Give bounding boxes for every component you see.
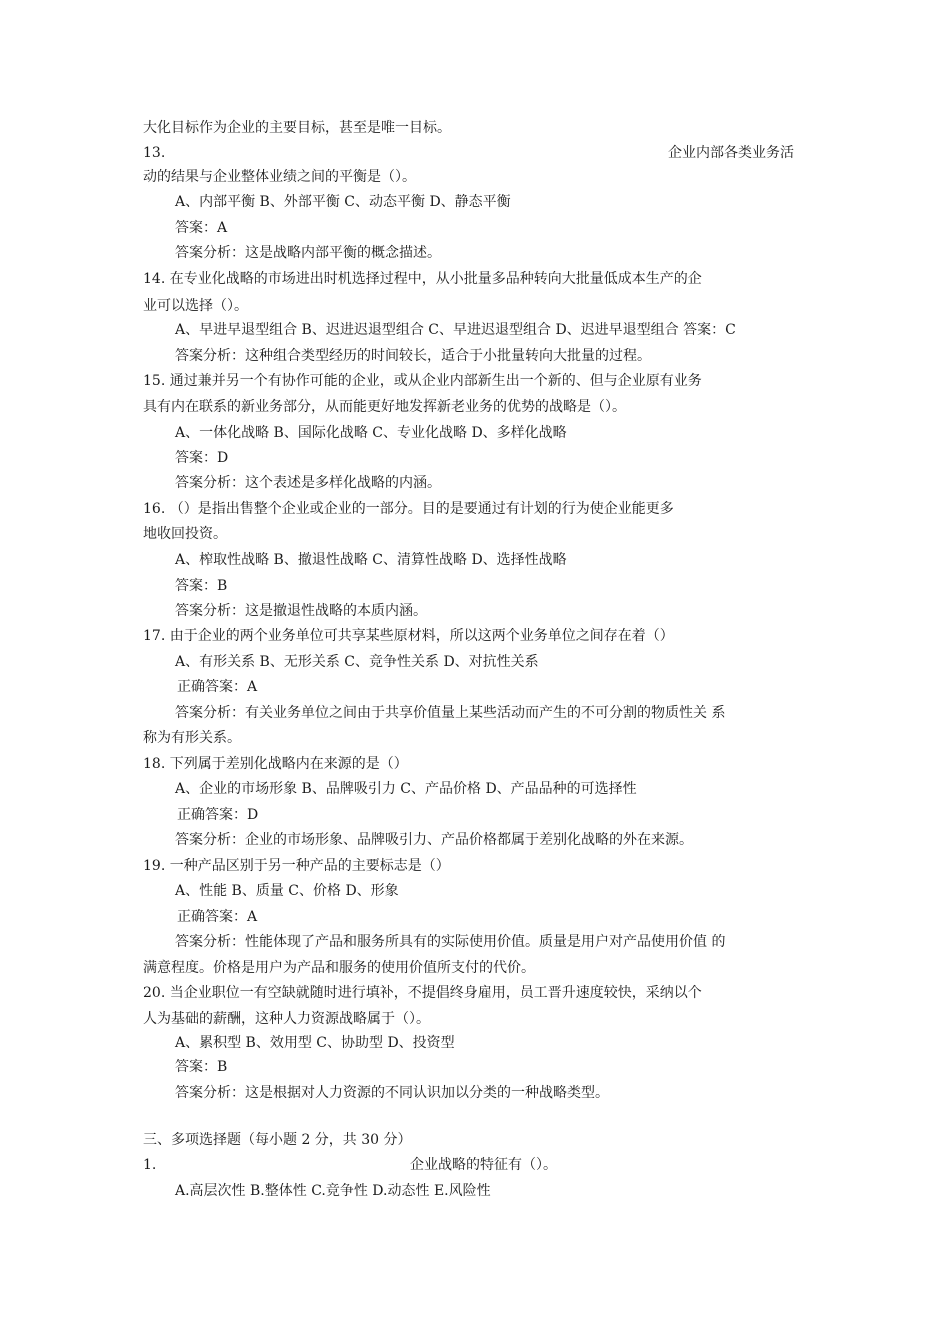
text-line: 满意程度。价格是用户为产品和服务的使用价值所支付的代价。 bbox=[143, 960, 535, 976]
question-number: 1. bbox=[143, 1157, 157, 1173]
text-line: 动的结果与企业整体业绩之间的平衡是（）。 bbox=[143, 169, 416, 185]
answer-line: 正确答案：D bbox=[177, 807, 259, 823]
options-line: A、性能 B、质量 C、价格 D、形象 bbox=[175, 883, 399, 899]
text-line: 业可以选择（）。 bbox=[143, 298, 248, 314]
question-line: 企业战略的特征有（）。 bbox=[410, 1157, 557, 1173]
analysis-line: 答案分析：性能体现了产品和服务所具有的实际使用价值。质量是用户对产品使用价值 的 bbox=[175, 934, 726, 950]
answer-line: 答案：B bbox=[175, 578, 228, 594]
question-line: 14. 在专业化战略的市场进出时机选择过程中，从小批量多品种转向大批量低成本生产的企 bbox=[143, 271, 702, 287]
analysis-line: 答案分析：这种组合类型经历的时间较长，适合于小批量转向大批量的过程。 bbox=[175, 348, 651, 364]
question-line: 15. 通过兼并另一个有协作可能的企业，或从企业内部新生出一个新的、但与企业原有业务 bbox=[143, 373, 702, 389]
text-line: 大化目标作为企业的主要目标，甚至是唯一目标。 bbox=[143, 120, 451, 136]
analysis-line: 答案分析：有关业务单位之间由于共享价值量上某些活动而产生的不可分割的物质性关 系 bbox=[175, 705, 726, 721]
answer-line: 答案：D bbox=[175, 450, 229, 466]
answer-line: 答案：B bbox=[175, 1059, 228, 1075]
question-line: 17. 由于企业的两个业务单位可共享某些原材料，所以这两个业务单位之间存在着（） bbox=[143, 628, 674, 644]
answer-line: 答案：A bbox=[175, 220, 228, 236]
analysis-line: 答案分析：这是根据对人力资源的不同认识加以分类的一种战略类型。 bbox=[175, 1085, 609, 1101]
options-line: A、一体化战略 B、国际化战略 C、专业化战略 D、多样化战略 bbox=[175, 425, 567, 441]
answer-line: 正确答案：A bbox=[177, 909, 258, 925]
question-number: 13. bbox=[143, 145, 166, 161]
text-line: 企业内部各类业务活 bbox=[668, 145, 794, 161]
options-line: A、累积型 B、效用型 C、协助型 D、投资型 bbox=[175, 1035, 455, 1051]
options-line: A、榨取性战略 B、撤退性战略 C、清算性战略 D、选择性战略 bbox=[175, 552, 567, 568]
answer-line: 正确答案：A bbox=[177, 679, 258, 695]
text-line: 地收回投资。 bbox=[143, 526, 227, 542]
text-line: 人为基础的薪酬，这种人力资源战略属于（）。 bbox=[143, 1011, 430, 1027]
analysis-line: 答案分析：企业的市场形象、品牌吸引力、产品价格都属于差别化战略的外在来源。 bbox=[175, 832, 693, 848]
options-line: A、内部平衡 B、外部平衡 C、动态平衡 D、静态平衡 bbox=[175, 194, 511, 210]
analysis-line: 答案分析：这是战略内部平衡的概念描述。 bbox=[175, 245, 441, 261]
analysis-line: 答案分析：这是撤退性战略的本质内涵。 bbox=[175, 603, 427, 619]
analysis-line: 答案分析：这个表述是多样化战略的内涵。 bbox=[175, 475, 441, 491]
text-line: 称为有形关系。 bbox=[143, 730, 241, 746]
question-line: 19. 一种产品区别于另一种产品的主要标志是（） bbox=[143, 858, 450, 874]
options-line: A、有形关系 B、无形关系 C、竞争性关系 D、对抗性关系 bbox=[175, 654, 539, 670]
text-line: 具有内在联系的新业务部分，从而能更好地发挥新老业务的优势的战略是（）。 bbox=[143, 399, 626, 415]
question-line: 20. 当企业职位一有空缺就随时进行填补，不提倡终身雇用，员工晋升速度较快，采纳以个 bbox=[143, 985, 702, 1001]
options-line: A、企业的市场形象 B、品牌吸引力 C、产品价格 D、产品品种的可选择性 bbox=[175, 781, 637, 797]
options-line: A、早进早退型组合 B、迟进迟退型组合 C、早进迟退型组合 D、迟进早退型组合 答案：C bbox=[175, 322, 736, 338]
question-line: 18. 下列属于差别化战略内在来源的是（） bbox=[143, 756, 408, 772]
options-line: A.高层次性 B.整体性 C.竞争性 D.动态性 E.风险性 bbox=[175, 1183, 491, 1199]
section-heading: 三、多项选择题（每小题 2 分，共 30 分） bbox=[143, 1132, 412, 1148]
question-line: 16. （）是指出售整个企业或企业的一部分。目的是要通过有计划的行为使企业能更多 bbox=[143, 501, 674, 517]
